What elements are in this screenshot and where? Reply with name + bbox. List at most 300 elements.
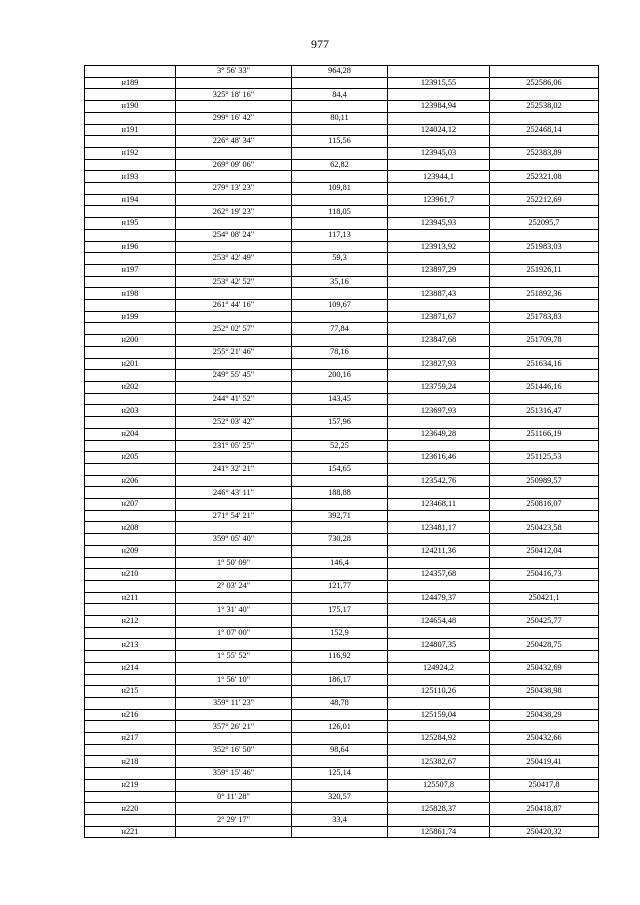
segment-row bbox=[85, 744, 599, 756]
point-cell bbox=[85, 159, 176, 171]
point-cell bbox=[85, 300, 176, 312]
angle-cell bbox=[176, 335, 292, 347]
x-cell: 124024,12 bbox=[388, 124, 490, 136]
y-cell bbox=[490, 674, 599, 686]
segment-row bbox=[85, 183, 599, 195]
segment-row bbox=[85, 815, 599, 827]
point-row bbox=[85, 499, 599, 511]
point-cell: н199 bbox=[85, 311, 176, 323]
angle-cell: 359° 15' 46" bbox=[176, 768, 292, 780]
y-cell bbox=[490, 510, 599, 522]
x-cell bbox=[388, 627, 490, 639]
point-row bbox=[85, 358, 599, 370]
length-cell bbox=[292, 241, 388, 253]
angle-cell bbox=[176, 428, 292, 440]
angle-cell: 2° 29' 17" bbox=[176, 815, 292, 827]
coordinates-table-body bbox=[85, 66, 599, 838]
segment-row bbox=[85, 534, 599, 546]
point-cell bbox=[85, 768, 176, 780]
point-cell: н214 bbox=[85, 662, 176, 674]
x-cell bbox=[388, 323, 490, 335]
y-cell: 250418,87 bbox=[490, 803, 599, 815]
x-cell: 123649,28 bbox=[388, 428, 490, 440]
x-cell: 124357,68 bbox=[388, 569, 490, 581]
angle-cell bbox=[176, 522, 292, 534]
y-cell: 251125,53 bbox=[490, 452, 599, 464]
x-cell bbox=[388, 651, 490, 663]
point-cell bbox=[85, 651, 176, 663]
length-cell: 48,78 bbox=[292, 697, 388, 709]
point-cell: н200 bbox=[85, 335, 176, 347]
segment-row bbox=[85, 627, 599, 639]
point-cell: н217 bbox=[85, 733, 176, 745]
angle-cell: 359° 05' 40" bbox=[176, 534, 292, 546]
angle-cell bbox=[176, 264, 292, 276]
x-cell bbox=[388, 440, 490, 452]
point-row bbox=[85, 826, 599, 838]
point-row bbox=[85, 569, 599, 581]
angle-cell: 231° 05' 25" bbox=[176, 440, 292, 452]
point-cell: н190 bbox=[85, 101, 176, 113]
length-cell: 730,28 bbox=[292, 534, 388, 546]
y-cell: 251634,16 bbox=[490, 358, 599, 370]
length-cell: 62,82 bbox=[292, 159, 388, 171]
x-cell: 124807,35 bbox=[388, 639, 490, 651]
x-cell: 123984,94 bbox=[388, 101, 490, 113]
angle-cell bbox=[176, 147, 292, 159]
point-row bbox=[85, 218, 599, 230]
point-row bbox=[85, 194, 599, 206]
y-cell: 251892,36 bbox=[490, 288, 599, 300]
angle-cell: 246° 43' 11" bbox=[176, 487, 292, 499]
point-cell: н210 bbox=[85, 569, 176, 581]
segment-row bbox=[85, 346, 599, 358]
length-cell: 80,11 bbox=[292, 112, 388, 124]
point-cell: н216 bbox=[85, 709, 176, 721]
x-cell: 124924,2 bbox=[388, 662, 490, 674]
x-cell bbox=[388, 463, 490, 475]
segment-row bbox=[85, 393, 599, 405]
angle-cell bbox=[176, 452, 292, 464]
point-cell: н207 bbox=[85, 499, 176, 511]
segment-row bbox=[85, 697, 599, 709]
length-cell: 188,88 bbox=[292, 487, 388, 499]
y-cell: 251709,78 bbox=[490, 335, 599, 347]
point-cell: н196 bbox=[85, 241, 176, 253]
point-cell bbox=[85, 66, 176, 78]
x-cell bbox=[388, 276, 490, 288]
y-cell: 250419,41 bbox=[490, 756, 599, 768]
y-cell bbox=[490, 112, 599, 124]
segment-row bbox=[85, 651, 599, 663]
point-cell bbox=[85, 534, 176, 546]
point-row bbox=[85, 101, 599, 113]
x-cell bbox=[388, 229, 490, 241]
length-cell bbox=[292, 639, 388, 651]
y-cell bbox=[490, 463, 599, 475]
point-cell bbox=[85, 440, 176, 452]
x-cell: 125828,37 bbox=[388, 803, 490, 815]
page-number: 977 bbox=[311, 37, 329, 51]
y-cell bbox=[490, 557, 599, 569]
x-cell: 123944,1 bbox=[388, 171, 490, 183]
x-cell bbox=[388, 697, 490, 709]
length-cell bbox=[292, 218, 388, 230]
length-cell bbox=[292, 335, 388, 347]
length-cell bbox=[292, 311, 388, 323]
angle-cell bbox=[176, 756, 292, 768]
length-cell bbox=[292, 475, 388, 487]
point-cell bbox=[85, 463, 176, 475]
point-cell bbox=[85, 417, 176, 429]
y-cell: 250412,04 bbox=[490, 545, 599, 557]
segment-row bbox=[85, 604, 599, 616]
point-cell: н197 bbox=[85, 264, 176, 276]
length-cell bbox=[292, 826, 388, 838]
y-cell bbox=[490, 346, 599, 358]
angle-cell bbox=[176, 803, 292, 815]
y-cell bbox=[490, 440, 599, 452]
segment-row bbox=[85, 768, 599, 780]
length-cell: 964,28 bbox=[292, 66, 388, 78]
angle-cell bbox=[176, 592, 292, 604]
angle-cell: 0° 11' 28" bbox=[176, 791, 292, 803]
point-cell: н218 bbox=[85, 756, 176, 768]
point-cell bbox=[85, 674, 176, 686]
segment-row bbox=[85, 440, 599, 452]
x-cell bbox=[388, 346, 490, 358]
x-cell bbox=[388, 791, 490, 803]
point-cell: н206 bbox=[85, 475, 176, 487]
x-cell: 123915,55 bbox=[388, 77, 490, 89]
angle-cell: 252° 03' 42" bbox=[176, 417, 292, 429]
length-cell: 117,13 bbox=[292, 229, 388, 241]
point-cell bbox=[85, 791, 176, 803]
angle-cell bbox=[176, 405, 292, 417]
angle-cell: 241° 32' 21" bbox=[176, 463, 292, 475]
x-cell: 125159,04 bbox=[388, 709, 490, 721]
x-cell: 123871,67 bbox=[388, 311, 490, 323]
angle-cell: 352° 16' 50" bbox=[176, 744, 292, 756]
x-cell: 125507,8 bbox=[388, 779, 490, 791]
length-cell: 33,4 bbox=[292, 815, 388, 827]
x-cell: 123847,68 bbox=[388, 335, 490, 347]
point-cell bbox=[85, 580, 176, 592]
point-cell bbox=[85, 487, 176, 499]
y-cell: 252212,69 bbox=[490, 194, 599, 206]
length-cell bbox=[292, 405, 388, 417]
x-cell: 125284,92 bbox=[388, 733, 490, 745]
x-cell bbox=[388, 510, 490, 522]
length-cell: 157,96 bbox=[292, 417, 388, 429]
x-cell: 123481,17 bbox=[388, 522, 490, 534]
length-cell bbox=[292, 381, 388, 393]
point-row bbox=[85, 522, 599, 534]
point-cell bbox=[85, 253, 176, 265]
length-cell: 109,81 bbox=[292, 183, 388, 195]
length-cell bbox=[292, 592, 388, 604]
point-cell bbox=[85, 370, 176, 382]
point-row bbox=[85, 241, 599, 253]
point-cell: н215 bbox=[85, 686, 176, 698]
length-cell bbox=[292, 264, 388, 276]
point-row bbox=[85, 779, 599, 791]
point-cell: н192 bbox=[85, 147, 176, 159]
length-cell: 125,14 bbox=[292, 768, 388, 780]
angle-cell: 253° 42' 52" bbox=[176, 276, 292, 288]
point-cell bbox=[85, 627, 176, 639]
angle-cell bbox=[176, 545, 292, 557]
x-cell bbox=[388, 768, 490, 780]
length-cell: 186,17 bbox=[292, 674, 388, 686]
length-cell bbox=[292, 288, 388, 300]
y-cell: 250428,75 bbox=[490, 639, 599, 651]
segment-row bbox=[85, 66, 599, 78]
y-cell: 251783,83 bbox=[490, 311, 599, 323]
point-cell: н212 bbox=[85, 616, 176, 628]
point-cell: н203 bbox=[85, 405, 176, 417]
y-cell: 250417,8 bbox=[490, 779, 599, 791]
point-cell bbox=[85, 697, 176, 709]
y-cell bbox=[490, 89, 599, 101]
angle-cell bbox=[176, 358, 292, 370]
angle-cell: 254° 08' 24" bbox=[176, 229, 292, 241]
y-cell: 252468,14 bbox=[490, 124, 599, 136]
angle-cell: 1° 55' 52" bbox=[176, 651, 292, 663]
x-cell bbox=[388, 393, 490, 405]
point-cell: н213 bbox=[85, 639, 176, 651]
point-cell bbox=[85, 89, 176, 101]
point-row bbox=[85, 171, 599, 183]
segment-row bbox=[85, 674, 599, 686]
angle-cell: 299° 16' 42" bbox=[176, 112, 292, 124]
point-cell: н193 bbox=[85, 171, 176, 183]
length-cell: 59,3 bbox=[292, 253, 388, 265]
angle-cell bbox=[176, 77, 292, 89]
x-cell bbox=[388, 417, 490, 429]
angle-cell: 244° 41' 52" bbox=[176, 393, 292, 405]
length-cell: 200,16 bbox=[292, 370, 388, 382]
segment-row bbox=[85, 510, 599, 522]
length-cell: 77,84 bbox=[292, 323, 388, 335]
angle-cell bbox=[176, 616, 292, 628]
point-row bbox=[85, 803, 599, 815]
y-cell bbox=[490, 393, 599, 405]
length-cell: 126,01 bbox=[292, 721, 388, 733]
y-cell bbox=[490, 651, 599, 663]
length-cell bbox=[292, 803, 388, 815]
x-cell: 123945,93 bbox=[388, 218, 490, 230]
point-cell bbox=[85, 229, 176, 241]
point-row bbox=[85, 311, 599, 323]
length-cell bbox=[292, 124, 388, 136]
length-cell bbox=[292, 709, 388, 721]
y-cell: 250989,57 bbox=[490, 475, 599, 487]
length-cell: 152,9 bbox=[292, 627, 388, 639]
point-row bbox=[85, 147, 599, 159]
y-cell: 250438,29 bbox=[490, 709, 599, 721]
y-cell bbox=[490, 136, 599, 148]
point-cell: н208 bbox=[85, 522, 176, 534]
length-cell bbox=[292, 452, 388, 464]
length-cell: 320,57 bbox=[292, 791, 388, 803]
angle-cell: 1° 31' 40" bbox=[176, 604, 292, 616]
segment-row bbox=[85, 89, 599, 101]
x-cell bbox=[388, 370, 490, 382]
length-cell bbox=[292, 101, 388, 113]
x-cell bbox=[388, 580, 490, 592]
point-cell: н191 bbox=[85, 124, 176, 136]
point-row bbox=[85, 616, 599, 628]
angle-cell: 1° 07' 00" bbox=[176, 627, 292, 639]
x-cell bbox=[388, 253, 490, 265]
point-row bbox=[85, 709, 599, 721]
point-row bbox=[85, 475, 599, 487]
length-cell bbox=[292, 756, 388, 768]
x-cell bbox=[388, 300, 490, 312]
angle-cell bbox=[176, 826, 292, 838]
segment-row bbox=[85, 159, 599, 171]
segment-row bbox=[85, 487, 599, 499]
segment-row bbox=[85, 557, 599, 569]
point-row bbox=[85, 639, 599, 651]
y-cell bbox=[490, 721, 599, 733]
x-cell: 125110,26 bbox=[388, 686, 490, 698]
point-cell: н198 bbox=[85, 288, 176, 300]
segment-row bbox=[85, 229, 599, 241]
y-cell: 252383,89 bbox=[490, 147, 599, 159]
length-cell bbox=[292, 686, 388, 698]
angle-cell: 3° 56' 33" bbox=[176, 66, 292, 78]
length-cell: 392,71 bbox=[292, 510, 388, 522]
angle-cell bbox=[176, 194, 292, 206]
length-cell: 116,92 bbox=[292, 651, 388, 663]
angle-cell: 253° 42' 49" bbox=[176, 253, 292, 265]
point-cell: н205 bbox=[85, 452, 176, 464]
angle-cell: 1° 50' 09" bbox=[176, 557, 292, 569]
segment-row bbox=[85, 417, 599, 429]
x-cell bbox=[388, 487, 490, 499]
angle-cell bbox=[176, 218, 292, 230]
x-cell: 123616,46 bbox=[388, 452, 490, 464]
y-cell: 252538,02 bbox=[490, 101, 599, 113]
y-cell: 250432,66 bbox=[490, 733, 599, 745]
length-cell: 52,25 bbox=[292, 440, 388, 452]
point-cell: н194 bbox=[85, 194, 176, 206]
y-cell bbox=[490, 183, 599, 195]
length-cell bbox=[292, 358, 388, 370]
point-cell bbox=[85, 136, 176, 148]
angle-cell: 1° 56' 10" bbox=[176, 674, 292, 686]
angle-cell bbox=[176, 381, 292, 393]
point-cell: н220 bbox=[85, 803, 176, 815]
x-cell bbox=[388, 136, 490, 148]
length-cell bbox=[292, 428, 388, 440]
length-cell bbox=[292, 545, 388, 557]
point-cell bbox=[85, 744, 176, 756]
x-cell: 123542,76 bbox=[388, 475, 490, 487]
length-cell: 118,05 bbox=[292, 206, 388, 218]
angle-cell bbox=[176, 662, 292, 674]
point-row bbox=[85, 288, 599, 300]
y-cell: 250416,73 bbox=[490, 569, 599, 581]
y-cell bbox=[490, 66, 599, 78]
angle-cell: 255° 21' 46" bbox=[176, 346, 292, 358]
point-cell bbox=[85, 815, 176, 827]
segment-row bbox=[85, 580, 599, 592]
angle-cell: 269° 09' 06" bbox=[176, 159, 292, 171]
segment-row bbox=[85, 206, 599, 218]
point-cell bbox=[85, 276, 176, 288]
length-cell: 84,4 bbox=[292, 89, 388, 101]
length-cell bbox=[292, 569, 388, 581]
length-cell bbox=[292, 499, 388, 511]
point-cell bbox=[85, 557, 176, 569]
x-cell: 124654,48 bbox=[388, 616, 490, 628]
y-cell bbox=[490, 229, 599, 241]
y-cell bbox=[490, 370, 599, 382]
point-cell: н219 bbox=[85, 779, 176, 791]
segment-row bbox=[85, 112, 599, 124]
y-cell bbox=[490, 815, 599, 827]
angle-cell bbox=[176, 709, 292, 721]
y-cell bbox=[490, 417, 599, 429]
angle-cell: 359° 11' 23" bbox=[176, 697, 292, 709]
y-cell bbox=[490, 159, 599, 171]
angle-cell: 357° 26' 21" bbox=[176, 721, 292, 733]
point-cell bbox=[85, 604, 176, 616]
y-cell bbox=[490, 744, 599, 756]
y-cell bbox=[490, 791, 599, 803]
length-cell bbox=[292, 171, 388, 183]
y-cell bbox=[490, 627, 599, 639]
point-row bbox=[85, 592, 599, 604]
x-cell bbox=[388, 206, 490, 218]
point-cell: н221 bbox=[85, 826, 176, 838]
length-cell bbox=[292, 522, 388, 534]
length-cell bbox=[292, 662, 388, 674]
angle-cell: 325° 18' 16" bbox=[176, 89, 292, 101]
point-cell: н195 bbox=[85, 218, 176, 230]
angle-cell bbox=[176, 733, 292, 745]
x-cell: 123945,03 bbox=[388, 147, 490, 159]
angle-cell bbox=[176, 686, 292, 698]
y-cell: 250423,58 bbox=[490, 522, 599, 534]
x-cell: 123759,24 bbox=[388, 381, 490, 393]
angle-cell bbox=[176, 779, 292, 791]
segment-row bbox=[85, 136, 599, 148]
angle-cell: 279° 13' 23" bbox=[176, 183, 292, 195]
y-cell bbox=[490, 580, 599, 592]
x-cell: 125861,74 bbox=[388, 826, 490, 838]
angle-cell bbox=[176, 241, 292, 253]
y-cell: 250421,1 bbox=[490, 592, 599, 604]
y-cell bbox=[490, 323, 599, 335]
coordinates-table bbox=[84, 65, 599, 838]
point-cell bbox=[85, 206, 176, 218]
point-row bbox=[85, 381, 599, 393]
y-cell: 252095,7 bbox=[490, 218, 599, 230]
segment-row bbox=[85, 276, 599, 288]
x-cell bbox=[388, 112, 490, 124]
length-cell: 146,4 bbox=[292, 557, 388, 569]
length-cell: 35,16 bbox=[292, 276, 388, 288]
x-cell: 123897,29 bbox=[388, 264, 490, 276]
length-cell bbox=[292, 616, 388, 628]
point-cell: н211 bbox=[85, 592, 176, 604]
point-cell: н209 bbox=[85, 545, 176, 557]
y-cell bbox=[490, 604, 599, 616]
